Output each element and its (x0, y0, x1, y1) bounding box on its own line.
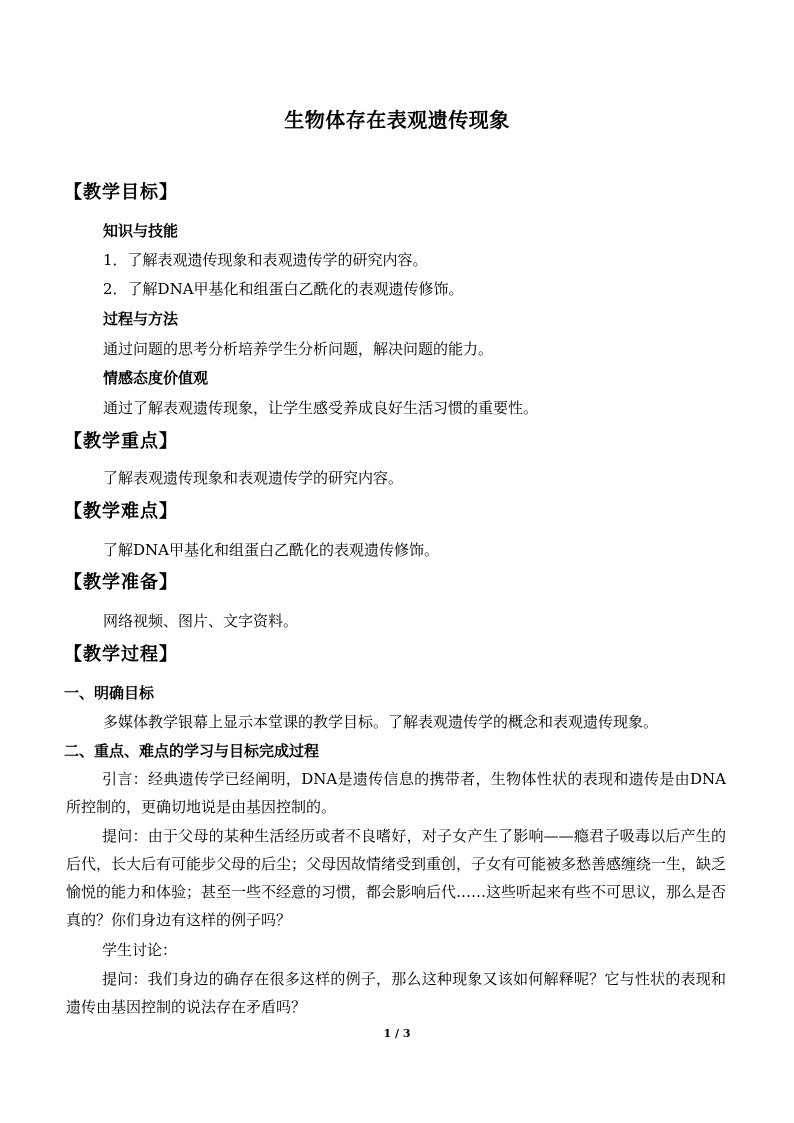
section-heading-goals: 【教学目标】 (64, 182, 178, 203)
process-method-text: 通过问题的思考分析培养学生分析问题，解决问题的能力。 (103, 340, 494, 358)
paragraph-intro: 引言：经典遗传学已经阐明，DNA是遗传信息的携带者，生物体性状的表现和遗传是由DNA所控制的，更确切地说是由基因控制的。 (66, 770, 726, 816)
part1-heading: 一、明确目标 (64, 684, 155, 702)
page-number: 1 / 3 (383, 1027, 411, 1040)
part1-text: 多媒体教学银幕上显示本堂课的教学目标。了解表观遗传学的概念和表观遗传现象。 (103, 713, 659, 731)
section-heading-process: 【教学过程】 (64, 644, 178, 665)
knowledge-item: 1．了解表观遗传现象和表观遗传学的研究内容。 (103, 251, 428, 269)
process-method-heading: 过程与方法 (103, 310, 179, 328)
section-heading-preparation: 【教学准备】 (64, 572, 178, 593)
section-heading-key-points: 【教学重点】 (64, 431, 178, 452)
paragraph-question-1: 提问：由于父母的某种生活经历或者不良嗜好，对子女产生了影响——瘾君子吸毒以后产生的后代，长大后有可能步父母的后尘；父母因故情绪受到重创，子女有可能被多愁善感缠绕一生，缺乏愉悦的能力和体验；甚至一些不经意的习惯，都会影响后代……这些听起来有些不可思议，那么是否真的？你们身边有这样的例子吗？ (66, 827, 727, 929)
knowledge-item: 2．了解DNA甲基化和组蛋白乙酰化的表观遗传修饰。 (103, 280, 464, 298)
part2-heading: 二、重点、难点的学习与目标完成过程 (64, 742, 320, 760)
document-title: 生物体存在表观遗传现象 (284, 108, 510, 132)
emotion-text: 通过了解表观遗传现象，让学生感受养成良好生活习惯的重要性。 (103, 399, 539, 417)
emotion-heading: 情感态度价值观 (103, 369, 209, 387)
section-heading-difficulties: 【教学难点】 (64, 501, 178, 522)
difficulties-text: 了解DNA甲基化和组蛋白乙酰化的表观遗传修饰。 (103, 541, 439, 559)
preparation-text: 网络视频、图片、文字资料。 (103, 612, 299, 630)
key-points-text: 了解表观遗传现象和表观遗传学的研究内容。 (103, 469, 404, 487)
paragraph-question-2: 提问：我们身边的确存在很多这样的例子，那么这种现象又该如何解释呢？它与性状的表现和遗传由基因控制的说法存在矛盾吗？ (66, 970, 726, 1016)
paragraph-discussion: 学生讨论： (102, 941, 178, 959)
knowledge-heading: 知识与技能 (103, 222, 179, 240)
